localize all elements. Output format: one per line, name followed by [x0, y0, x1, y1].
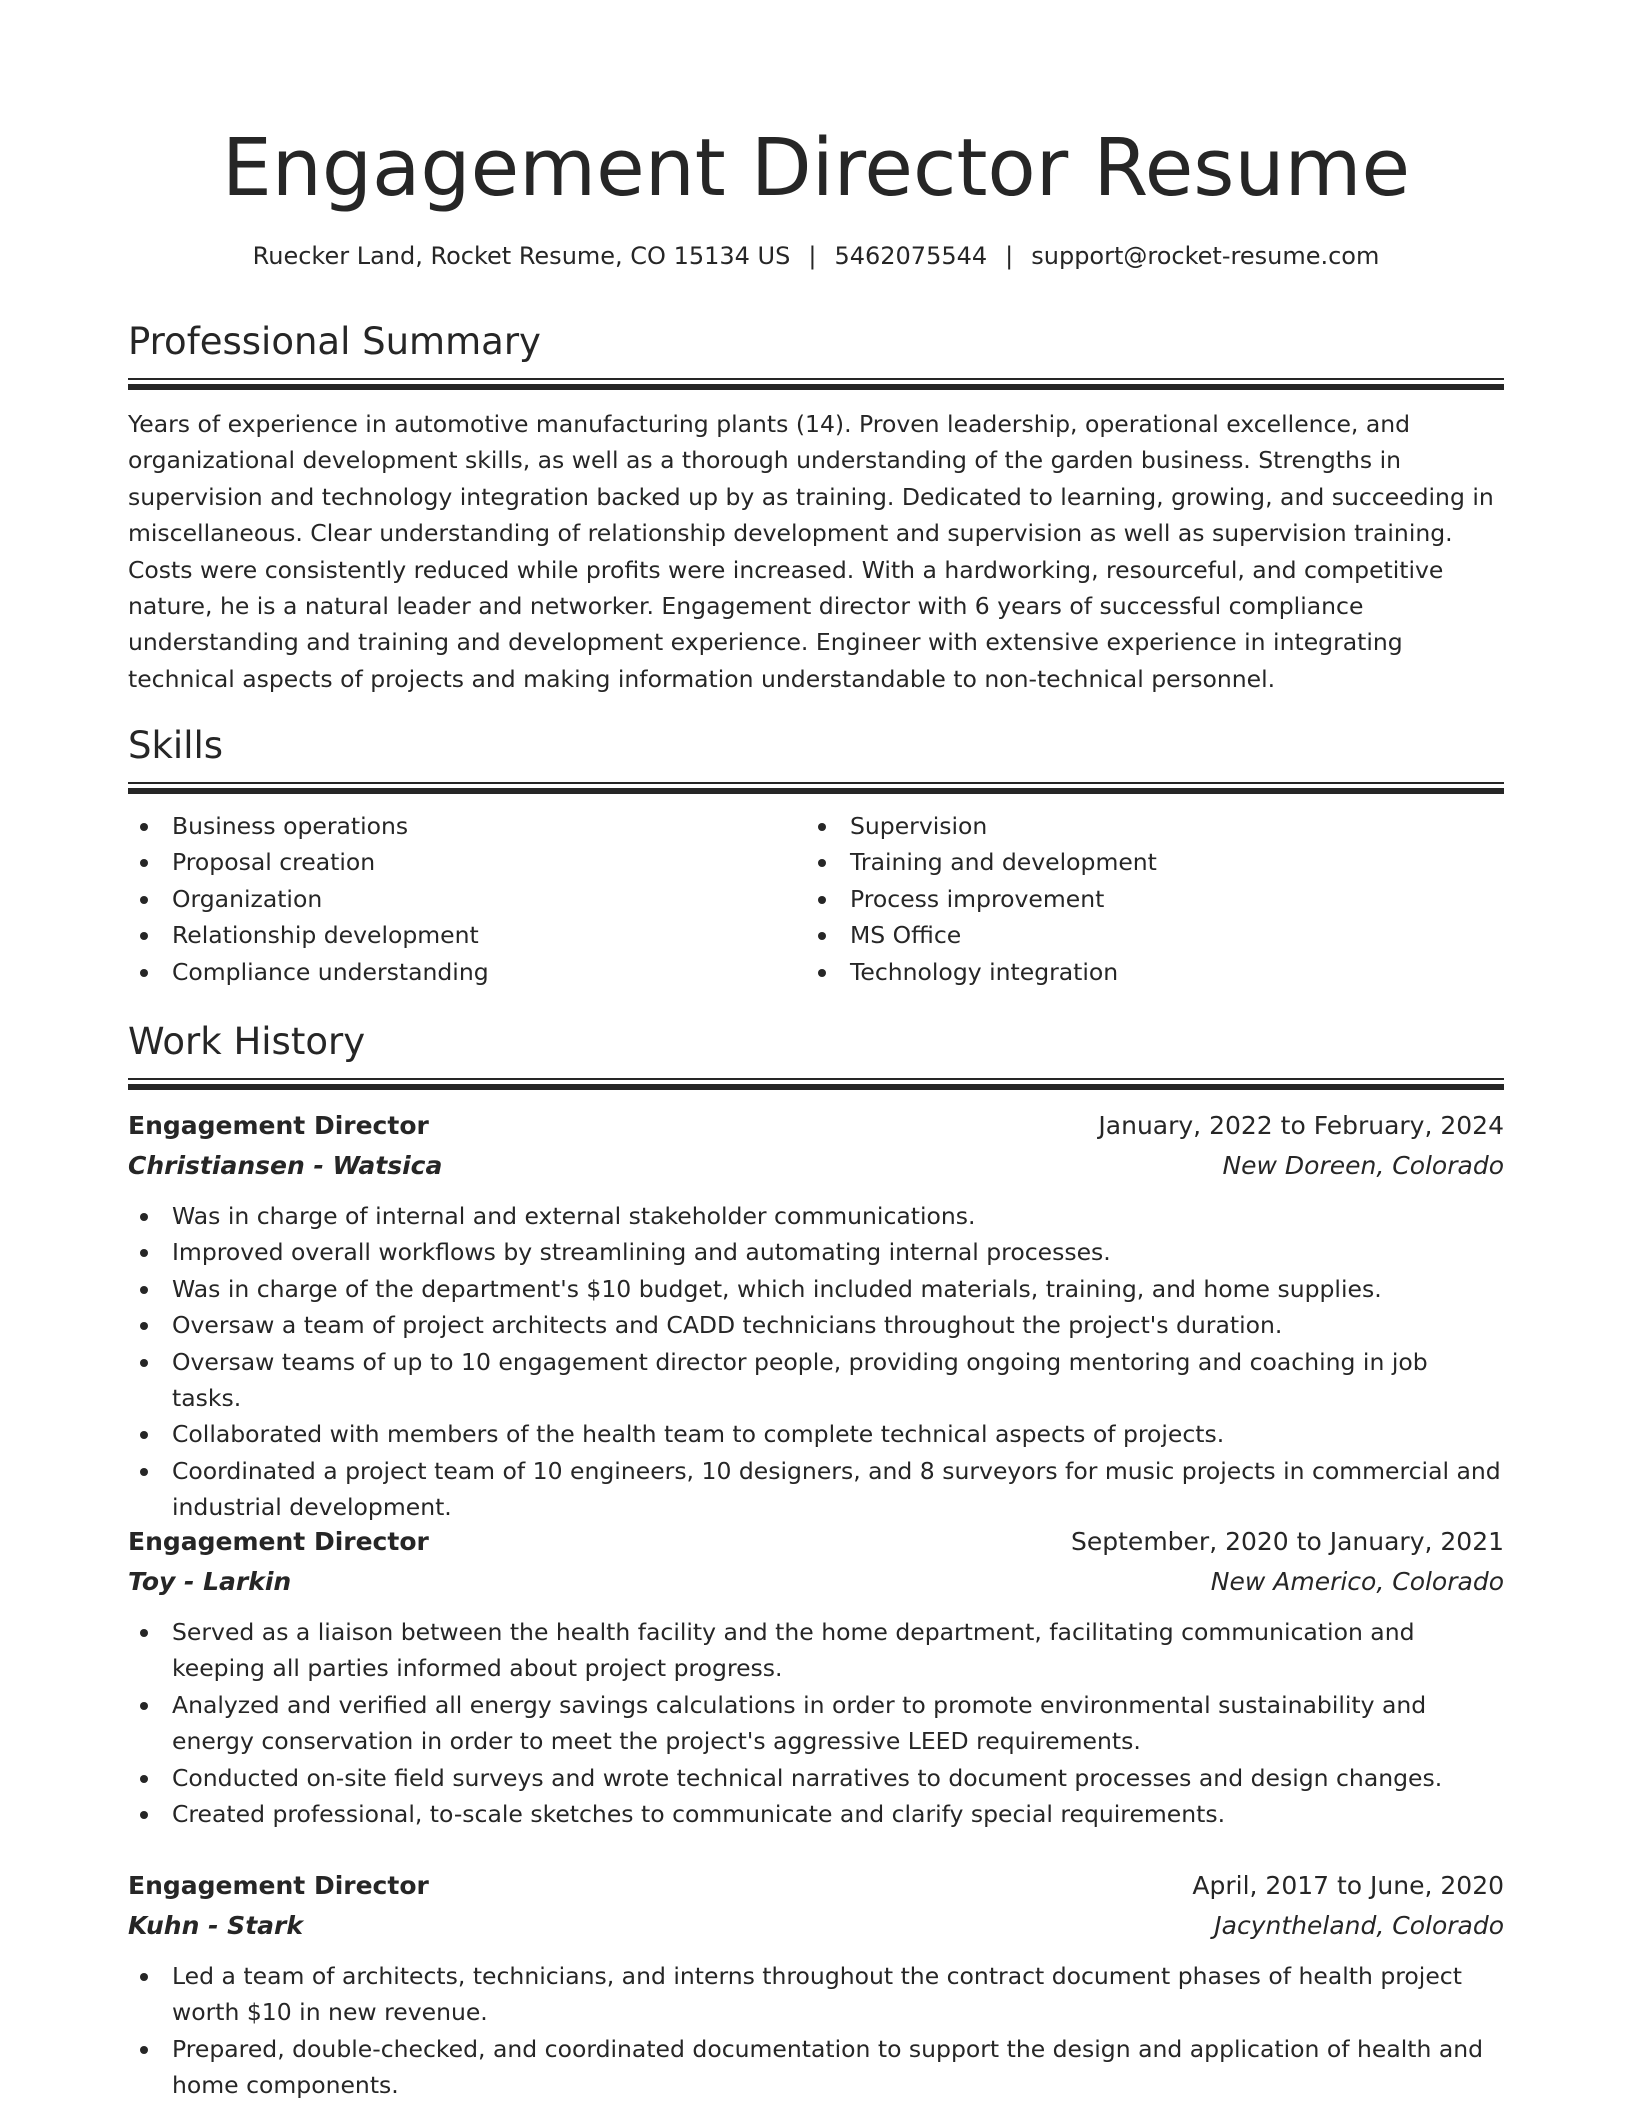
- section-divider: [128, 782, 1504, 794]
- list-item: Relationship development: [128, 917, 806, 953]
- job-location: Jacyntheland, Colorado: [1214, 1911, 1504, 1940]
- job-header: [128, 1522, 1504, 1562]
- job-entry: [128, 1522, 1504, 1832]
- list-item: Training and development: [806, 844, 1484, 880]
- job-title: Engagement Director: [128, 1111, 429, 1140]
- job-entry: [128, 1106, 1504, 1526]
- section-title-summary: Professional Summary: [128, 320, 541, 363]
- list-item: Process improvement: [806, 881, 1484, 917]
- list-item: Led a team of architects, technicians, and interns throughout the contract document phases of health project worth $10 in new revenue.: [128, 1958, 1504, 2031]
- list-item: Technology integration: [806, 954, 1484, 990]
- page-title: Engagement Director Resume: [221, 122, 1411, 214]
- list-item: Served as a liaison between the health facility and the home department, facilitating communication and keeping all parties informed about project progress.: [128, 1614, 1504, 1687]
- job-title: Engagement Director: [128, 1871, 429, 1900]
- list-item: Compliance understanding: [128, 954, 806, 990]
- list-item: Analyzed and verified all energy savings calculations in order to promote environmental sustainability and energy conservation in order to meet the project's aggressive LEED requirements.: [128, 1687, 1504, 1760]
- skills-columns: [128, 808, 1504, 990]
- job-header: [128, 1106, 1504, 1146]
- summary-text: Years of experience in automotive manufacturing plants (14). Proven leadership, operational excellence, and organizational development skills, as well as a thorough understanding of the garden business. Strengths in supervision and technology integration backed up by as training. Dedicated to learning, growing, and succeeding in miscellaneous. Clear understanding of relationship development and supervision as well as supervision training. Costs were consistently reduced while profits were increased. With a hardworking, resourceful, and competitive nature, he is a natural leader and networker. Engagement director with 6 years of successful compliance understanding and training and development experience. Engineer with extensive experience in integrating technical aspects of projects and making information understandable to non-technical personnel.: [128, 410, 1494, 693]
- email: support@rocket-resume.com: [1031, 242, 1380, 270]
- section-divider: [128, 1078, 1504, 1090]
- address: Ruecker Land, Rocket Resume, CO 15134 US: [252, 242, 791, 270]
- list-item: Created professional, to-scale sketches to communicate and clarify special requirements.: [128, 1796, 1504, 1832]
- separator: |: [808, 242, 817, 270]
- summary-section: [128, 316, 1504, 697]
- section-title-work: Work History: [128, 1020, 366, 1063]
- list-item: Supervision: [806, 808, 1484, 844]
- section-title-skills: Skills: [128, 724, 224, 767]
- job-company: Toy - Larkin: [128, 1567, 292, 1596]
- skills-list-right: [806, 808, 1484, 990]
- work-section: [128, 1016, 1504, 1090]
- job-dates: September, 2020 to January, 2021: [1071, 1527, 1504, 1556]
- job-dates: April, 2017 to June, 2020: [1192, 1871, 1504, 1900]
- job-location: New Americo, Colorado: [1210, 1567, 1504, 1596]
- list-item: Improved overall workflows by streamlining and automating internal processes.: [128, 1234, 1504, 1270]
- contact-line: [128, 238, 1504, 274]
- skills-list-left: [128, 808, 806, 990]
- job-header: [128, 1866, 1504, 1906]
- job-company: Kuhn - Stark: [128, 1911, 303, 1940]
- skills-column-right: [806, 808, 1484, 990]
- list-item: Organization: [128, 881, 806, 917]
- job-subheader: [128, 1146, 1504, 1186]
- list-item: Was in charge of the department's $10 budget, which included materials, training, and home supplies.: [128, 1271, 1504, 1307]
- skills-section: [128, 720, 1504, 990]
- phone: 5462075544: [834, 242, 988, 270]
- list-item: Oversaw a team of project architects and CADD technicians throughout the project's duration.: [128, 1307, 1504, 1343]
- job-subheader: [128, 1562, 1504, 1602]
- job-dates: January, 2022 to February, 2024: [1098, 1111, 1504, 1140]
- list-item: Oversaw teams of up to 10 engagement director people, providing ongoing mentoring and coaching in job tasks.: [128, 1344, 1504, 1417]
- list-item: Was in charge of internal and external stakeholder communications.: [128, 1198, 1504, 1234]
- list-item: Coordinated a project team of 10 engineers, 10 designers, and 8 surveyors for music projects in commercial and industrial development.: [128, 1453, 1504, 1526]
- job-entry: [128, 1866, 1504, 2104]
- job-title: Engagement Director: [128, 1527, 429, 1556]
- list-item: Prepared, double-checked, and coordinated documentation to support the design and application of health and home components.: [128, 2031, 1504, 2104]
- job-bullets: [128, 1958, 1504, 2104]
- job-location: New Doreen, Colorado: [1222, 1151, 1504, 1180]
- separator: |: [1005, 242, 1014, 270]
- job-bullets: [128, 1614, 1504, 1832]
- list-item: MS Office: [806, 917, 1484, 953]
- skills-column-left: [128, 808, 806, 990]
- list-item: Proposal creation: [128, 844, 806, 880]
- list-item: Business operations: [128, 808, 806, 844]
- list-item: Conducted on-site field surveys and wrote technical narratives to document processes and design changes.: [128, 1760, 1504, 1796]
- section-divider: [128, 378, 1504, 390]
- job-company: Christiansen - Watsica: [128, 1151, 443, 1180]
- job-subheader: [128, 1906, 1504, 1946]
- list-item: Collaborated with members of the health team to complete technical aspects of projects.: [128, 1416, 1504, 1452]
- job-bullets: [128, 1198, 1504, 1526]
